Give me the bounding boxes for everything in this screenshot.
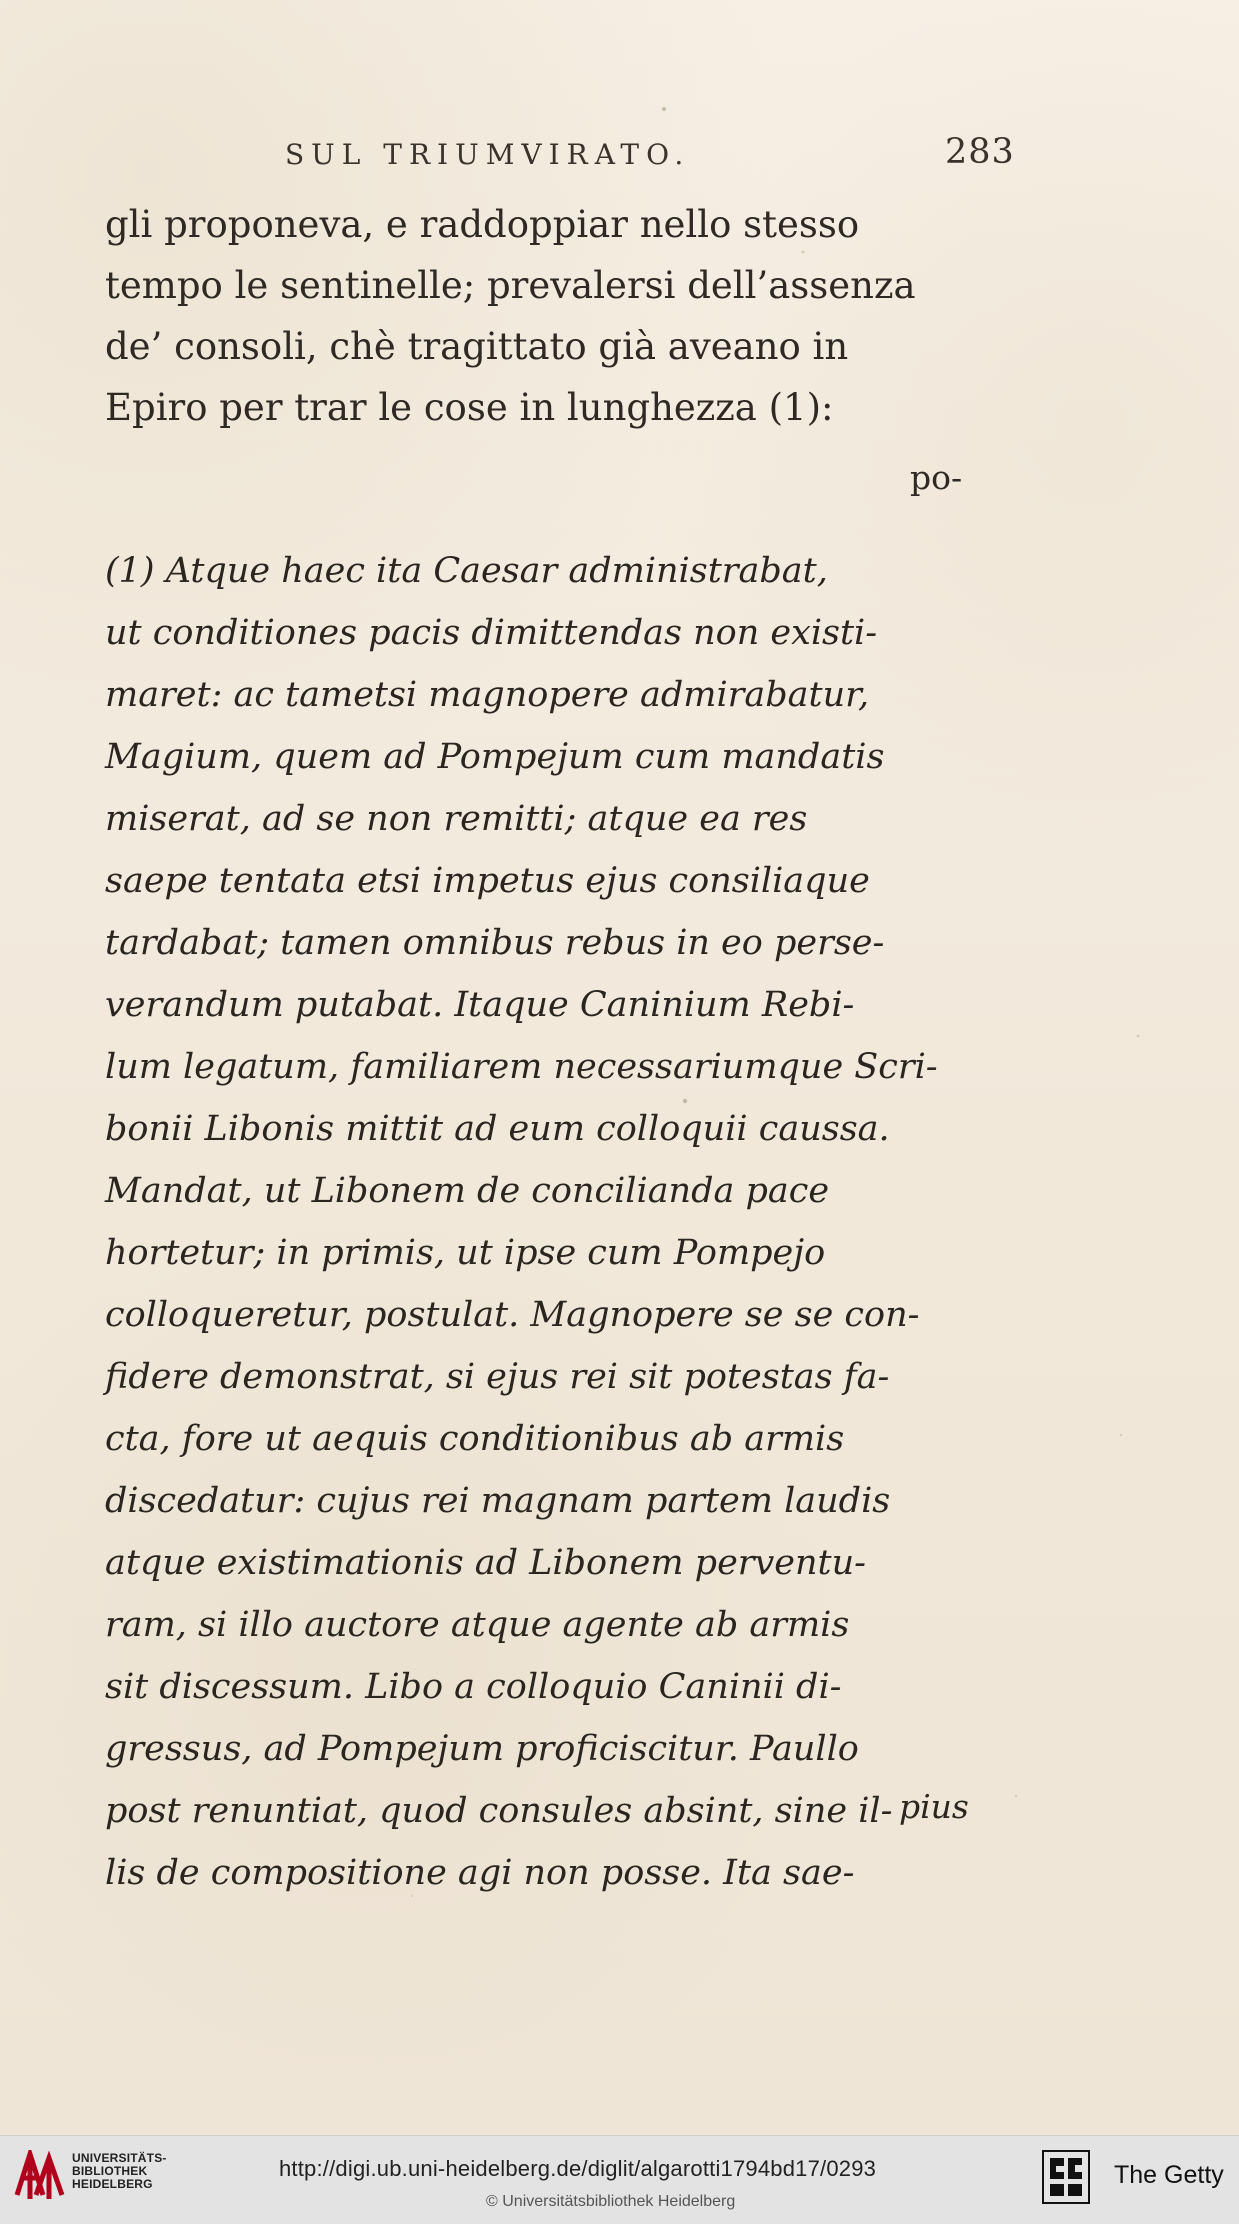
running-header-title: SUL TRIUMVIRATO. xyxy=(285,138,691,171)
footnote-catchword: pius xyxy=(899,1787,969,1826)
footnote-line: post renuntiat, quod consules absint, sine il- xyxy=(105,1791,893,1831)
library-name-line: BIBLIOTHEK xyxy=(72,2164,148,2178)
footnote-line: colloqueretur, postulat. Magnopere se se con- xyxy=(105,1295,920,1335)
paper-speck xyxy=(1120,1434,1122,1436)
paper-speck xyxy=(1137,1035,1140,1038)
footnote xyxy=(105,540,1045,1904)
footnote-line: lis de compositione agi non posse. Ita sae- xyxy=(105,1853,855,1893)
university-library-logo-icon xyxy=(12,2150,66,2204)
main-text-line: Epiro per trar le cose in lunghezza (1): xyxy=(105,386,834,429)
viewer-footer xyxy=(0,2135,1239,2224)
main-text-line: gli proponeva, e raddoppiar nello stesso xyxy=(105,203,860,246)
footnote-line: ut conditiones pacis dimittendas non existi- xyxy=(105,613,878,653)
footnote-line: sit discessum. Libo a colloquio Caninii di- xyxy=(105,1667,842,1707)
footnote-line: maret: ac tametsi magnopere admirabatur, xyxy=(105,675,870,715)
footnote-line: lum legatum, familiarem necessariumque Scri- xyxy=(105,1047,938,1087)
library-name-line: HEIDELBERG xyxy=(72,2177,153,2191)
footnote-line: tardabat; tamen omnibus rebus in eo perse- xyxy=(105,923,885,963)
footnote-line: Magium, quem ad Pompejum cum mandatis xyxy=(105,737,885,777)
footnote-line: atque existimationis ad Libonem perventu- xyxy=(105,1543,866,1583)
main-text-line: de’ consoli, chè tragittato già aveano in xyxy=(105,325,849,368)
footnote-line: ram, si illo auctore atque agente ab armis xyxy=(105,1605,850,1645)
footnote-line: fidere demonstrat, si ejus rei sit potestas fa- xyxy=(105,1357,890,1397)
footnote-line: verandum putabat. Itaque Caninium Rebi- xyxy=(105,985,855,1025)
running-header xyxy=(285,132,1045,180)
partner-name: The Getty xyxy=(1114,2161,1224,2189)
university-library-name xyxy=(72,2152,192,2191)
getty-logo-shape xyxy=(1068,2158,1082,2179)
main-text-line: tempo le sentinelle; prevalersi dell’assenza xyxy=(105,264,916,307)
getty-logo-shape xyxy=(1043,2151,1089,2203)
footnote-line: cta, fore ut aequis conditionibus ab armis xyxy=(105,1419,845,1459)
footnote-line: bonii Libonis mittit ad eum colloquii caussa. xyxy=(105,1109,890,1149)
footnote-line: hortetur; in primis, ut ipse cum Pompejo xyxy=(105,1233,826,1273)
getty-logo-shape xyxy=(1050,2158,1064,2179)
library-name-line: UNIVERSITÄTS- xyxy=(72,2151,167,2165)
copyright-text: © Universitätsbibliothek Heidelberg xyxy=(486,2193,736,2210)
footnote-line: discedatur: cujus rei magnam partem laudis xyxy=(105,1481,891,1521)
footnote-line: saepe tentata etsi impetus ejus consiliaque xyxy=(105,861,870,901)
footnote-line: Mandat, ut Libonem de concilianda pace xyxy=(105,1171,830,1211)
getty-logo-shape xyxy=(1050,2184,1082,2196)
footnote-line: (1) Atque haec ita Caesar administrabat, xyxy=(105,551,828,591)
main-text xyxy=(105,194,1040,438)
main-catchword: po- xyxy=(910,458,963,497)
footnote-line: gressus, ad Pompejum proficiscitur. Paullo xyxy=(105,1729,859,1769)
paper-speck xyxy=(662,107,666,111)
footnote-line: miserat, ad se non remitti; atque ea res xyxy=(105,799,808,839)
permalink-url[interactable]: http://digi.ub.uni-heidelberg.de/diglit/algarotti1794bd17/0293 xyxy=(279,2156,877,2181)
page-number: 283 xyxy=(945,132,1015,172)
getty-logo-icon xyxy=(1042,2150,1090,2204)
